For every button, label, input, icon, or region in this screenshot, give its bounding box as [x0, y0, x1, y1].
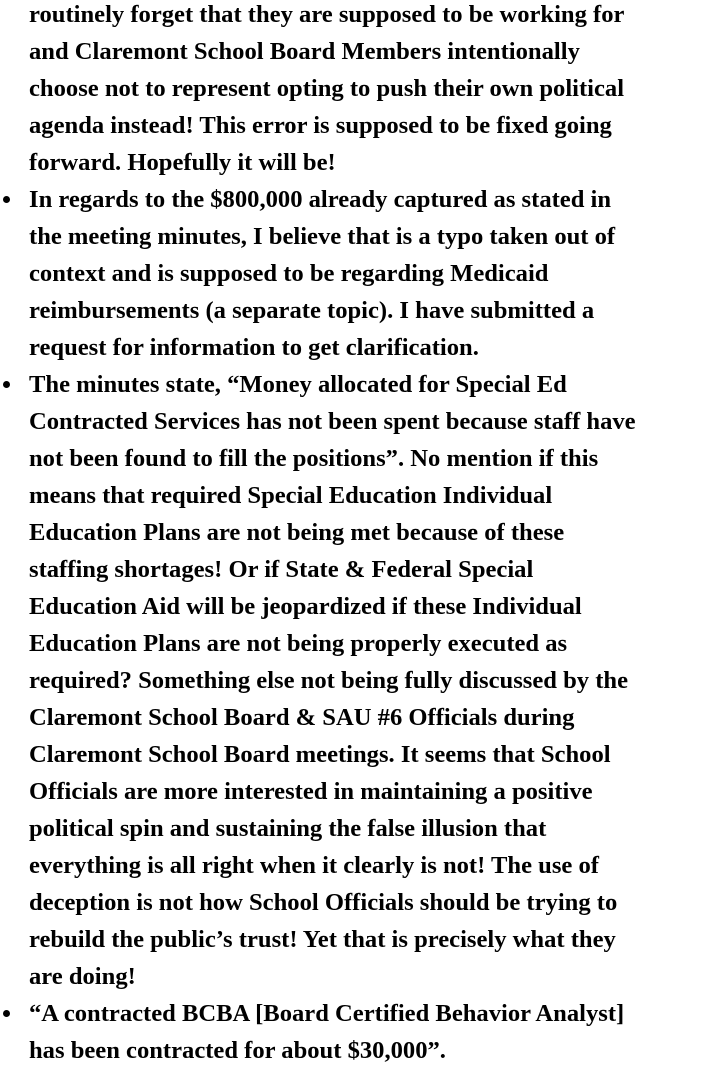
text-line: Contracted Services has not been spent because staff have [29, 408, 636, 435]
text-line: the meeting minutes, I believe that is a typo taken out of [29, 223, 616, 250]
text-line: context and is supposed to be regarding Medicaid [29, 260, 549, 287]
bullet-icon [3, 196, 10, 203]
text-line: Officials are more interested in maintaining a positive [29, 778, 593, 805]
text-line: Education Plans are not being met because of these [29, 519, 565, 546]
text-line: choose not to represent opting to push their own political [29, 75, 625, 102]
text-line: routinely forget that they are supposed to be working for [29, 1, 625, 28]
bullet-icon [3, 381, 10, 388]
text-line: and Claremont School Board Members intentionally [29, 38, 580, 65]
text-line: forward. Hopefully it will be! [29, 149, 336, 176]
text-line: has been contracted for about $30,000”. [29, 1037, 446, 1064]
text-line: deception is not how School Officials should be trying to [29, 889, 618, 916]
text-line: not been found to fill the positions”. No mention if this [29, 445, 599, 472]
text-line: Claremont School Board & SAU #6 Officials during [29, 704, 575, 731]
bullet-icon [3, 1010, 10, 1017]
text-line: Claremont School Board meetings. It seems that School [29, 741, 611, 768]
text-line: everything is all right when it clearly is not! The use of [29, 852, 599, 879]
text-line: Education Aid will be jeopardized if these Individual [29, 593, 582, 620]
text-line: “A contracted BCBA [Board Certified Behavior Analyst] [29, 1000, 625, 1027]
text-line: staffing shortages! Or if State & Federal Special [29, 556, 534, 583]
text-line: In regards to the $800,000 already captured as stated in [29, 186, 612, 213]
text-line: political spin and sustaining the false illusion that [29, 815, 547, 842]
text-line: reimbursements (a separate topic). I have submitted a [29, 297, 595, 324]
text-line: Education Plans are not being properly executed as [29, 630, 568, 657]
text-line: agenda instead! This error is supposed to be fixed going [29, 112, 612, 139]
text-line: required? Something else not being fully discussed by the [29, 667, 628, 694]
text-line: The minutes state, “Money allocated for Special Ed [29, 371, 567, 398]
text-line: request for information to get clarification. [29, 334, 479, 361]
text-line: means that required Special Education Individual [29, 482, 553, 509]
text-line: rebuild the public’s trust! Yet that is precisely what they [29, 926, 616, 953]
text-line: are doing! [29, 963, 136, 990]
